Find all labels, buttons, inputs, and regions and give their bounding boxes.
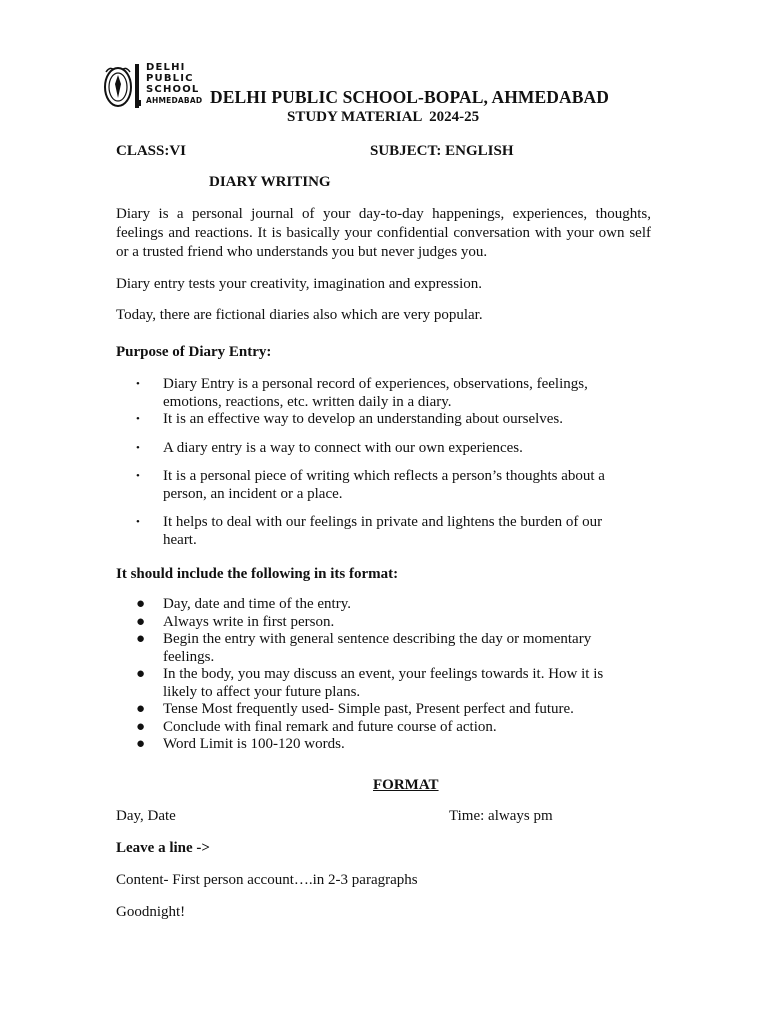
school-logo	[102, 60, 203, 112]
list-item	[136, 514, 636, 549]
purpose-list	[136, 376, 636, 549]
bullet-icon: •	[136, 470, 140, 482]
bullet-icon: •	[136, 378, 140, 390]
study-material-subtitle: STUDY MATERIAL 2024-25	[287, 109, 480, 125]
list-item-text: Day, date and time of the entry.	[163, 596, 351, 612]
list-item-text: It is an effective way to develop an understanding about ourselves.	[163, 411, 564, 427]
list-item-text: In the body, you may discuss an event, your feelings towards it. How it is likely to affect your future plans.	[163, 666, 604, 700]
logo-line: SCHOOL	[146, 84, 200, 95]
subject-label: SUBJECT: ENGLISH	[370, 143, 514, 159]
time-label: Time: always pm	[449, 808, 553, 824]
leave-line-label: Leave a line ->	[116, 840, 210, 856]
bullet-icon: ●	[136, 736, 146, 752]
school-title: DELHI PUBLIC SCHOOL-BOPAL, AHMEDABAD	[210, 87, 610, 107]
day-date-label: Day, Date	[116, 808, 176, 824]
list-item-text: Conclude with final remark and future course of action.	[163, 718, 497, 735]
bullet-icon: ●	[136, 613, 146, 630]
bullet-icon: ●	[136, 631, 146, 647]
list-item-text: Diary Entry is a personal record of experiences, observations, feelings, emotions, reactions, etc. written daily in a diary.	[163, 376, 588, 410]
bullet-icon: ●	[136, 596, 146, 612]
purpose-heading: Purpose of Diary Entry:	[116, 344, 272, 360]
bullet-icon: •	[136, 441, 140, 454]
list-item-text: Word Limit is 100-120 words.	[163, 736, 345, 752]
bullet-icon: ●	[136, 701, 146, 717]
list-item-text: A diary entry is a way to connect with our own experiences.	[163, 439, 523, 456]
bullet-icon: ●	[136, 718, 146, 735]
format-rules-heading: It should include the following in its format:	[116, 566, 399, 582]
list-item	[136, 468, 636, 503]
list-item-text: It helps to deal with our feelings in private and lightens the burden of our heart.	[163, 514, 603, 548]
list-item	[136, 411, 636, 429]
list-item-text: Tense Most frequently used- Simple past, Present perfect and future.	[163, 701, 574, 717]
list-item	[136, 701, 636, 719]
list-item	[136, 666, 636, 701]
list-item	[136, 376, 636, 411]
logo-line: PUBLIC	[146, 73, 194, 84]
format-rules-list	[136, 596, 636, 754]
bullet-icon: •	[136, 413, 140, 425]
list-item	[136, 736, 636, 754]
list-item-text: Always write in first person.	[163, 613, 335, 630]
list-item-text: It is a personal piece of writing which reflects a person’s thoughts about a person, an incident or a place.	[163, 468, 605, 502]
closing-label: Goodnight!	[116, 904, 186, 920]
list-item	[136, 596, 636, 614]
bullet-icon: ●	[136, 666, 146, 682]
list-item-text: Begin the entry with general sentence describing the day or momentary feelings.	[163, 631, 592, 665]
logo-line: DELHI	[146, 62, 186, 73]
intro-paragraph: Diary is a personal journal of your day-to-day happenings, experiences, thoughts, feelings and reactions. It is basically your confidential conversation with your own self or a trusted friend who understands you but never judges you.	[116, 206, 651, 260]
intro-paragraph: Today, there are fictional diaries also which are very popular.	[116, 307, 483, 323]
list-item	[136, 719, 636, 737]
format-heading: FORMAT	[373, 777, 439, 793]
list-item	[136, 440, 636, 458]
topic-heading: DIARY WRITING	[209, 174, 331, 190]
school-emblem-icon	[102, 60, 146, 112]
logo-line: AHMEDABAD	[146, 96, 203, 105]
bullet-icon: •	[136, 516, 140, 528]
logo-wordmark	[146, 62, 202, 106]
intro-paragraph: Diary entry tests your creativity, imagination and expression.	[116, 276, 483, 292]
list-item	[136, 631, 636, 666]
list-item	[136, 614, 636, 632]
content-label: Content- First person account….in 2-3 paragraphs	[116, 872, 418, 888]
class-label: CLASS:VI	[116, 143, 187, 159]
